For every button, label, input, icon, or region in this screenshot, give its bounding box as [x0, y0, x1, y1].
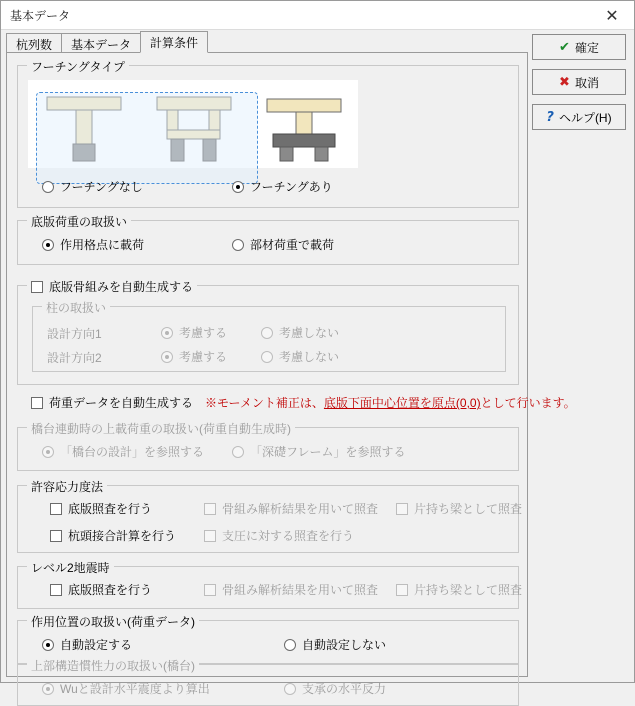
checkbox-asd-bearing-check-indicator [204, 530, 216, 542]
footing-image-with-footing[interactable] [248, 80, 358, 168]
checkbox-l2-slab-check-label: 底版照査を行う [68, 583, 153, 597]
checkbox-asd-bearing-check-label: 支圧に対する照査を行う [222, 529, 355, 543]
radio-no-footing-indicator [42, 181, 54, 193]
checkbox-asd-pile-head-joint-indicator [50, 530, 62, 542]
radio-with-footing-label: フーチングあり [250, 180, 333, 194]
label-design-direction-2: 設計方向2 [47, 351, 102, 365]
checkbox-auto-generate-frame-label: 底版骨組みを自動生成する [49, 280, 194, 294]
radio-inertia-bearing-reaction-label: 支承の水平反力 [302, 682, 387, 696]
radio-no-footing-label: フーチングなし [60, 180, 143, 194]
checkbox-l2-frame-analysis-label: 骨組み解析結果を用いて照査 [222, 583, 379, 597]
close-icon[interactable]: ✕ [605, 5, 619, 25]
button-column [532, 34, 626, 139]
radio-no-auto-set[interactable] [284, 636, 386, 653]
radio-ref-deep-foundation-frame[interactable] [232, 443, 406, 460]
cancel-button[interactable] [532, 69, 626, 95]
checkbox-asd-cantilever[interactable] [396, 500, 522, 517]
radio-ref-deep-foundation-frame-indicator [232, 446, 244, 458]
checkbox-l2-cantilever-indicator [396, 584, 408, 596]
checkbox-asd-cantilever-label: 片持ち梁として照査 [414, 502, 523, 516]
checkbox-l2-frame-analysis-indicator [204, 584, 216, 596]
radio-dir2-consider-label: 考慮する [179, 350, 228, 364]
group-level2-earthquake [17, 561, 523, 609]
calc-conditions-panel [6, 52, 576, 696]
radio-dir1-ignore-indicator [261, 327, 273, 339]
radio-dir1-ignore[interactable] [261, 324, 339, 341]
window-title: 基本データ [10, 8, 71, 23]
radio-dir1-ignore-label: 考慮しない [279, 326, 340, 340]
group-slab-load [17, 215, 519, 265]
checkbox-auto-generate-load[interactable] [31, 394, 193, 411]
footing-type-images [28, 80, 358, 168]
radio-member-load[interactable] [232, 236, 334, 253]
radio-member-load-indicator [232, 239, 244, 251]
group-auto-frame [17, 280, 519, 385]
checkbox-l2-frame-analysis[interactable] [204, 581, 378, 598]
group-level2-earthquake-legend: レベル2地震時 [27, 559, 114, 576]
group-action-position-legend: 作用位置の取扱い(荷重データ) [27, 613, 199, 630]
radio-inertia-from-wu[interactable] [42, 680, 210, 697]
cross-icon: ✖ [559, 74, 570, 90]
checkbox-asd-pile-head-joint[interactable] [50, 527, 176, 544]
question-icon: ? [546, 109, 554, 125]
checkbox-asd-bearing-check[interactable] [204, 527, 354, 544]
confirm-button-label: 確定 [574, 40, 599, 55]
group-bridge-link-load [17, 422, 519, 471]
tab-calc-conditions[interactable]: 計算条件 [140, 31, 208, 53]
radio-dir2-consider-indicator [161, 351, 173, 363]
tab-strip [6, 31, 207, 53]
group-footing-type-legend: フーチングタイプ [27, 58, 129, 75]
footing-image-two-legs[interactable] [138, 80, 248, 168]
check-icon: ✔ [559, 39, 570, 55]
auto-load-note-suffix: として行います。 [480, 396, 576, 410]
group-footing-type [17, 60, 519, 208]
auto-load-note-prefix: ※モーメント補正は、 [205, 396, 324, 410]
radio-inertia-from-wu-indicator [42, 683, 54, 695]
radio-inertia-bearing-reaction-indicator [284, 683, 296, 695]
radio-ref-abutment-design-indicator [42, 446, 54, 458]
radio-no-auto-set-label: 自動設定しない [302, 638, 387, 652]
radio-dir1-consider[interactable] [161, 324, 227, 341]
checkbox-asd-frame-analysis-label: 骨組み解析結果を用いて照査 [222, 502, 379, 516]
radio-load-at-node[interactable] [42, 236, 144, 253]
checkbox-asd-slab-check-indicator [50, 503, 62, 515]
cancel-button-label: 取消 [574, 75, 599, 90]
label-design-direction-1: 設計方向1 [47, 327, 102, 341]
checkbox-auto-generate-frame[interactable] [27, 278, 197, 295]
checkbox-asd-frame-analysis-indicator [204, 503, 216, 515]
radio-auto-set[interactable] [42, 636, 132, 653]
radio-load-at-node-indicator [42, 239, 54, 251]
checkbox-auto-generate-load-indicator [31, 397, 43, 409]
checkbox-asd-pile-head-joint-label: 杭頭接合計算を行う [68, 529, 177, 543]
radio-no-auto-set-indicator [284, 639, 296, 651]
confirm-button[interactable] [532, 34, 626, 60]
radio-member-load-label: 部材荷重で載荷 [250, 238, 335, 252]
checkbox-l2-cantilever-label: 片持ち梁として照査 [414, 583, 523, 597]
group-slab-load-legend: 底版荷重の取扱い [27, 213, 131, 230]
radio-dir1-consider-label: 考慮する [179, 326, 228, 340]
group-allowable-stress [17, 480, 523, 553]
radio-ref-abutment-design-label: 「橋台の設計」を参照する [60, 445, 205, 459]
auto-load-note [205, 394, 576, 411]
title-bar [1, 1, 634, 30]
radio-dir1-consider-indicator [161, 327, 173, 339]
radio-dir2-ignore-label: 考慮しない [279, 350, 340, 364]
radio-auto-set-label: 自動設定する [60, 638, 133, 652]
help-button-label: ヘルプ(H) [558, 110, 612, 125]
group-upper-inertia [17, 659, 519, 706]
group-column-handling [32, 301, 506, 372]
checkbox-asd-slab-check[interactable] [50, 500, 152, 517]
radio-with-footing[interactable] [232, 178, 333, 195]
radio-no-footing[interactable] [42, 178, 143, 195]
group-bridge-link-load-legend: 橋台連動時の上載荷重の取扱い(荷重自動生成時) [27, 420, 295, 437]
radio-ref-deep-foundation-frame-label: 「深礎フレーム」を参照する [250, 445, 406, 459]
radio-load-at-node-label: 作用格点に載荷 [60, 238, 145, 252]
radio-inertia-bearing-reaction[interactable] [284, 680, 386, 697]
group-upper-inertia-legend: 上部構造慣性力の取扱い(橋台) [27, 657, 199, 674]
radio-inertia-from-wu-label: Wuと設計水平震度より算出 [60, 682, 210, 696]
auto-load-note-underline: 底版下面中心位置を原点(0,0) [323, 396, 481, 410]
tab-basic-data[interactable]: 基本データ [61, 33, 141, 53]
checkbox-l2-slab-check[interactable] [50, 581, 152, 598]
checkbox-l2-slab-check-indicator [50, 584, 62, 596]
radio-auto-set-indicator [42, 639, 54, 651]
tab-pile-rows[interactable]: 杭列数 [6, 33, 62, 53]
checkbox-asd-cantilever-indicator [396, 503, 408, 515]
group-column-handling-legend: 柱の取扱い [42, 299, 110, 316]
radio-dir2-ignore[interactable] [261, 348, 339, 365]
checkbox-asd-frame-analysis[interactable] [204, 500, 378, 517]
help-button[interactable] [532, 104, 626, 130]
radio-ref-abutment-design[interactable] [42, 443, 204, 460]
group-allowable-stress-legend: 許容応力度法 [27, 478, 107, 495]
checkbox-auto-generate-frame-indicator [31, 281, 43, 293]
radio-dir2-ignore-indicator [261, 351, 273, 363]
radio-dir2-consider[interactable] [161, 348, 227, 365]
radio-with-footing-indicator [232, 181, 244, 193]
checkbox-l2-cantilever[interactable] [396, 581, 522, 598]
checkbox-auto-generate-load-label: 荷重データを自動生成する [49, 396, 194, 410]
footing-image-none[interactable] [28, 80, 138, 168]
checkbox-asd-slab-check-label: 底版照査を行う [68, 502, 153, 516]
